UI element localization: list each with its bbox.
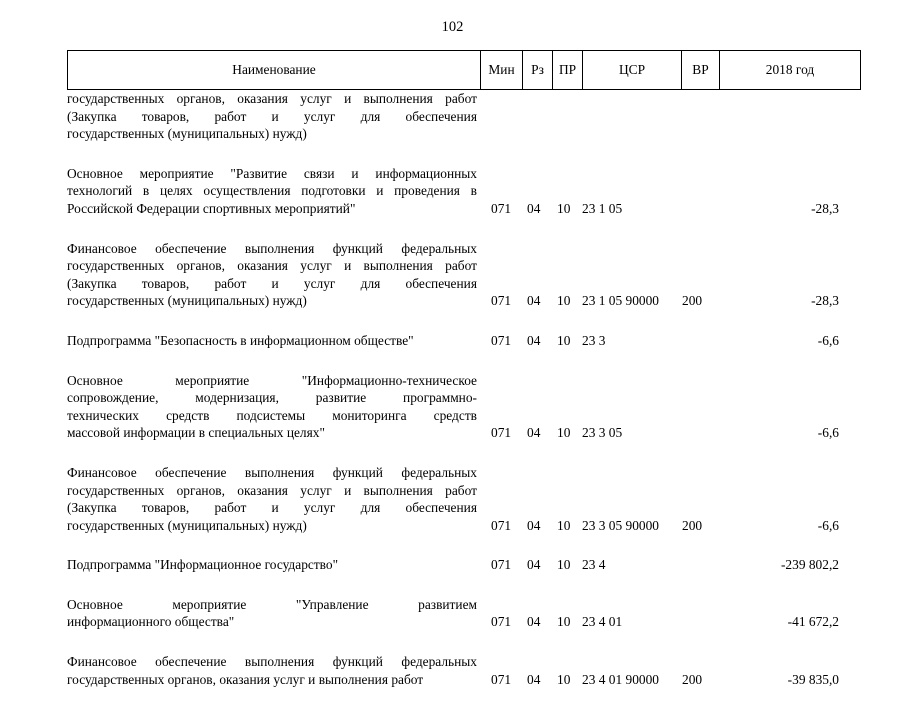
cell-rz: 04 <box>527 200 541 216</box>
cell-min: 071 <box>491 671 512 687</box>
row-name-line: Основное мероприятие "Развитие связи и информационных <box>67 165 477 181</box>
row-name <box>67 464 477 534</box>
row-name-line: государственных органов, оказания услуг и выполнения работ <box>67 258 477 274</box>
cell-csr: 23 4 <box>582 557 606 573</box>
cell-pr: 10 <box>557 293 571 309</box>
cell-rz: 04 <box>527 614 541 630</box>
cell-csr: 23 4 01 <box>582 614 623 630</box>
cell-pr: 10 <box>557 332 571 348</box>
column-header-pr: ПР <box>552 51 582 89</box>
row-name-line: государственных (муниципальных) нужд) <box>67 126 307 142</box>
table-row <box>67 240 861 310</box>
cell-pr: 10 <box>557 671 571 687</box>
row-name-line: Российской Федерации спортивных мероприятий" <box>67 200 356 216</box>
row-name-line: массовой информации в специальных целях" <box>67 425 325 441</box>
cell-min: 071 <box>491 425 512 441</box>
cell-pr: 10 <box>557 557 571 573</box>
cell-sum: -6,6 <box>817 332 839 348</box>
cell-pr: 10 <box>557 425 571 441</box>
row-name-line: Основное мероприятие "Управление развитием <box>67 596 477 612</box>
cell-sum: -39 835,0 <box>787 671 839 687</box>
cell-pr: 10 <box>557 517 571 533</box>
row-name-line: государственных органов, оказания услуг и выполнения работ <box>67 671 424 687</box>
table-header <box>67 50 861 90</box>
table-row <box>67 332 861 350</box>
column-header-min: Мин <box>480 51 522 89</box>
cell-sum: -28,3 <box>811 200 839 216</box>
row-name-line: Финансовое обеспечение выполнения функций федеральных <box>67 240 477 256</box>
cell-sum: -6,6 <box>817 517 839 533</box>
row-name <box>67 332 477 350</box>
cell-min: 071 <box>491 332 512 348</box>
row-name <box>67 372 477 442</box>
row-name-line: Финансовое обеспечение выполнения функций федеральных <box>67 654 477 670</box>
row-name-line: Основное мероприятие "Информационно-техническое <box>67 372 477 388</box>
row-name-line: (Закупка товаров, работ и услуг для обеспечения <box>67 275 477 291</box>
row-name <box>67 240 477 310</box>
cell-sum: -41 672,2 <box>787 614 839 630</box>
row-name <box>67 90 477 143</box>
row-name <box>67 556 477 574</box>
cell-rz: 04 <box>527 293 541 309</box>
row-name-line: государственных (муниципальных) нужд) <box>67 517 307 533</box>
cell-sum: -28,3 <box>811 293 839 309</box>
row-name-line: государственных органов, оказания услуг и выполнения работ <box>67 91 477 106</box>
cell-vr: 200 <box>682 671 703 687</box>
row-name-line: информационного общества" <box>67 614 235 630</box>
row-name <box>67 165 477 218</box>
cell-min: 071 <box>491 557 512 573</box>
row-name-line: Подпрограмма "Информационное государство" <box>67 557 339 573</box>
cell-min: 071 <box>491 200 512 216</box>
row-name-line: государственных (муниципальных) нужд) <box>67 293 307 309</box>
cell-pr: 10 <box>557 200 571 216</box>
row-name-line: Подпрограмма "Безопасность в информационном обществе" <box>67 332 414 348</box>
column-header-csr: ЦСР <box>582 51 681 89</box>
cell-csr: 23 3 <box>582 332 606 348</box>
cell-pr: 10 <box>557 614 571 630</box>
column-header-name: Наименование <box>232 62 316 77</box>
cell-csr: 23 1 05 90000 <box>582 293 659 309</box>
row-name-line: (Закупка товаров, работ и услуг для обеспечения <box>67 108 477 124</box>
cell-min: 071 <box>491 614 512 630</box>
cell-csr: 23 3 05 90000 <box>582 517 659 533</box>
cell-sum: -6,6 <box>817 425 839 441</box>
row-name-line: сопровождение, модернизация, развитие программно- <box>67 390 477 406</box>
row-name <box>67 653 477 688</box>
row-name-line: государственных органов, оказания услуг и выполнения работ <box>67 482 477 498</box>
table-row <box>67 165 861 218</box>
table-row <box>67 90 861 143</box>
cell-vr: 200 <box>682 293 703 309</box>
cell-csr: 23 3 05 <box>582 425 623 441</box>
table-row <box>67 596 861 631</box>
table-row <box>67 653 861 688</box>
column-header-rz: Рз <box>522 51 552 89</box>
cell-csr: 23 1 05 <box>582 200 623 216</box>
column-header-year: 2018 год <box>719 51 860 89</box>
column-header-vr: ВР <box>681 51 719 89</box>
cell-rz: 04 <box>527 425 541 441</box>
cell-rz: 04 <box>527 517 541 533</box>
table-body <box>67 90 861 710</box>
table-row <box>67 556 861 574</box>
row-name-line: технологий в целях осуществления подготовки и проведения в <box>67 183 477 199</box>
cell-csr: 23 4 01 90000 <box>582 671 659 687</box>
row-name-line: технических средств подсистемы мониторинга средств <box>67 407 477 423</box>
cell-min: 071 <box>491 293 512 309</box>
table-row <box>67 372 861 442</box>
cell-vr: 200 <box>682 517 703 533</box>
cell-min: 071 <box>491 517 512 533</box>
row-name-line: Финансовое обеспечение выполнения функций федеральных <box>67 464 477 480</box>
cell-rz: 04 <box>527 671 541 687</box>
page-number: 102 <box>441 19 464 35</box>
row-name <box>67 596 477 631</box>
cell-rz: 04 <box>527 332 541 348</box>
table-row <box>67 464 861 534</box>
row-name-line: (Закупка товаров, работ и услуг для обеспечения <box>67 500 477 516</box>
cell-rz: 04 <box>527 557 541 573</box>
cell-sum: -239 802,2 <box>780 557 839 573</box>
